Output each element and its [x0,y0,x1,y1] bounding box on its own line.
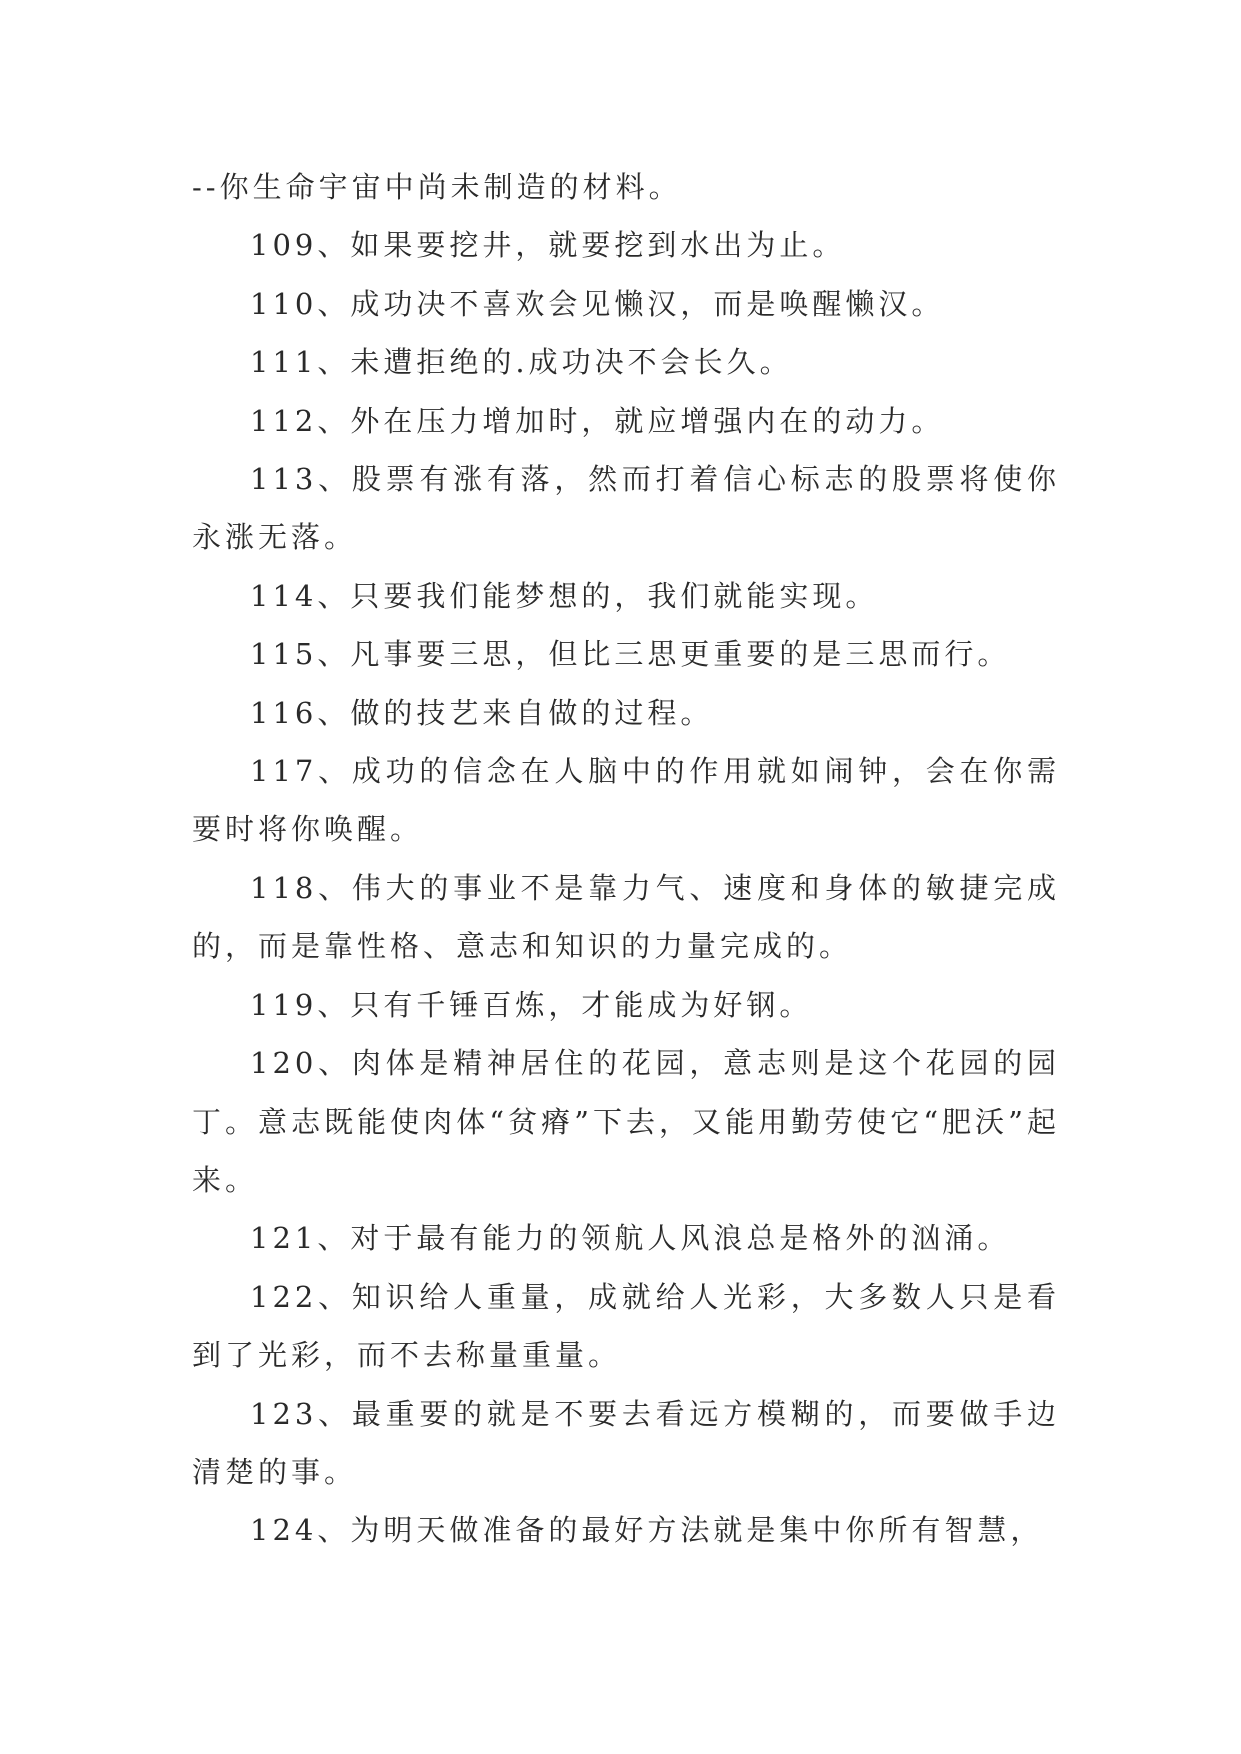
paragraph-quote-110: 110、成功决不喜欢会见懒汉，而是唤醒懒汉。 [250,286,945,321]
paragraph-quote-117: 117、成功的信念在人脑中的作用就如闹钟，会在你需要时将你唤醒。 [192,754,1060,847]
paragraph-continuation: --你生命宇宙中尚未制造的材料。 [192,170,682,204]
paragraph-quote-120: 120、肉体是精神居住的花园，意志则是这个花园的园丁。意志既能使肉体“贫瘠”下去，又能用勤劳使它“肥沃”起来。 [192,1046,1060,1197]
paragraph-quote-116: 116、做的技艺来自做的过程。 [250,695,714,730]
paragraph-quote-124: 124、为明天做准备的最好方法就是集中你所有智慧， [250,1513,1044,1548]
paragraph-quote-121: 121、对于最有能力的领航人风浪总是格外的汹涌。 [250,1221,1011,1256]
paragraph-quote-114: 114、只要我们能梦想的，我们就能实现。 [250,578,879,613]
paragraph-quote-123: 123、最重要的就是不要去看远方模糊的，而要做手边清楚的事。 [192,1396,1060,1489]
paragraph-quote-122: 122、知识给人重量，成就给人光彩，大多数人只是看到了光彩，而不去称量重量。 [192,1279,1060,1373]
paragraph-quote-113: 113、股票有涨有落，然而打着信心标志的股票将使你永涨无落。 [192,462,1060,555]
paragraph-quote-119: 119、只有千锤百炼，才能成为好钢。 [250,987,813,1022]
paragraph-quote-118: 118、伟大的事业不是靠力气、速度和身体的敏捷完成的，而是靠性格、意志和知识的力量完成的。 [192,870,1060,964]
paragraph-quote-115: 115、凡事要三思，但比三思更重要的是三思而行。 [250,637,1011,672]
paragraph-quote-112: 112、外在压力增加时，就应增强内在的动力。 [250,403,945,438]
document-body [192,158,1060,1560]
paragraph-quote-111: 111、未遭拒绝的.成功决不会长久。 [250,345,793,380]
paragraph-quote-109: 109、如果要挖井，就要挖到水出为止。 [250,228,846,263]
